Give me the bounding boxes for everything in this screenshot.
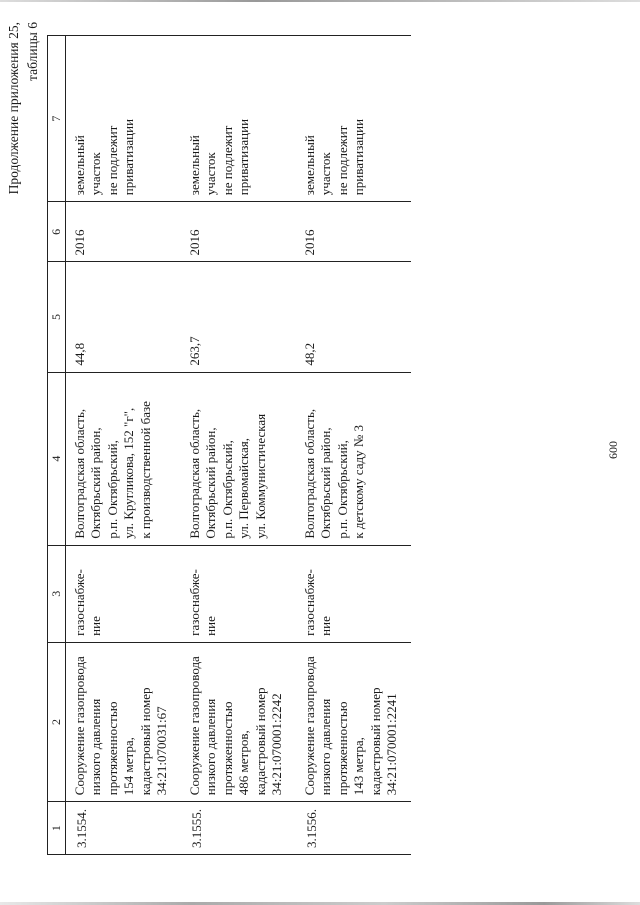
purpose-line: газоснабже- xyxy=(301,569,317,636)
object-note xyxy=(296,36,411,202)
address-line: Октябрьский район, xyxy=(88,427,103,539)
note-line: земельный xyxy=(186,135,202,196)
name-line: низкого давления xyxy=(203,698,218,796)
purpose-line: ние xyxy=(318,616,333,636)
note-line: приватизации xyxy=(236,118,251,196)
purpose-line: газоснабже- xyxy=(186,569,202,636)
name-line: 486 метров, xyxy=(236,730,251,796)
name-line: кадастровый номер xyxy=(252,687,268,796)
note-line: земельный xyxy=(71,135,87,196)
name-line: кадастровый номер xyxy=(137,687,153,796)
note-line: не подлежит xyxy=(219,125,235,196)
name-line: Сооружение газопровода xyxy=(186,656,202,796)
note-line: приватизации xyxy=(351,118,366,196)
object-note xyxy=(65,36,181,202)
address-line: к производственной базе xyxy=(137,401,153,539)
address-line: ул. Коммунистическая xyxy=(252,413,268,539)
header-col-5: 5 xyxy=(48,262,66,372)
address-line: Октябрьский район, xyxy=(203,427,218,539)
note-line: участок xyxy=(203,152,218,196)
address-line: Волгоградская область, xyxy=(186,408,202,539)
address-line: к детскому саду № 3 xyxy=(351,424,366,539)
header-col-7: 7 xyxy=(48,36,66,202)
header-col-4: 4 xyxy=(48,372,66,545)
object-purpose xyxy=(181,545,296,642)
purpose-line: газоснабже- xyxy=(71,569,87,636)
row-number: 3.1556. xyxy=(296,802,411,855)
table-row xyxy=(296,36,411,855)
object-address xyxy=(181,372,296,545)
object-name xyxy=(296,642,411,801)
object-address xyxy=(296,372,411,545)
object-address xyxy=(65,372,181,545)
name-line: протяженностью xyxy=(334,701,350,796)
name-line: 143 метра, xyxy=(351,737,366,796)
note-line: не подлежит xyxy=(104,125,120,196)
name-line: низкого давления xyxy=(318,698,333,796)
header-col-3: 3 xyxy=(48,545,66,642)
continuation-line-2: таблицы 6 xyxy=(25,22,40,81)
object-year: 2016 xyxy=(181,202,296,262)
continuation-note xyxy=(4,22,42,322)
object-value: 44,8 xyxy=(65,262,181,372)
continuation-line-1: Продолжение приложения 25, xyxy=(6,22,21,195)
note-line: земельный xyxy=(301,135,317,196)
row-number: 3.1554. xyxy=(65,802,181,855)
header-col-2: 2 xyxy=(48,642,66,801)
purpose-line: ние xyxy=(203,616,218,636)
header-col-6: 6 xyxy=(48,202,66,262)
address-line: Волгоградская область, xyxy=(301,408,317,539)
object-purpose xyxy=(296,545,411,642)
address-line: р.п. Октябрьский, xyxy=(219,440,235,539)
name-line: Сооружение газопровода xyxy=(301,656,317,796)
object-value: 48,2 xyxy=(296,262,411,372)
note-line: приватизации xyxy=(121,118,136,196)
header-row xyxy=(48,36,66,855)
name-line: Сооружение газопровода xyxy=(71,656,87,796)
address-line: р.п. Октябрьский, xyxy=(104,440,120,539)
note-line: участок xyxy=(318,152,333,196)
address-line: ул. Первомайская, xyxy=(236,438,251,539)
object-purpose xyxy=(65,545,181,642)
name-line: 154 метра, xyxy=(121,737,136,796)
name-line: низкого давления xyxy=(88,698,103,796)
name-line: кадастровый номер xyxy=(367,687,383,796)
address-line: Октябрьский район, xyxy=(318,427,333,539)
header-col-1: 1 xyxy=(48,802,66,855)
address-line: Волгоградская область, xyxy=(71,408,87,539)
object-name xyxy=(181,642,296,801)
page-number: 600 xyxy=(606,441,620,459)
note-line: участок xyxy=(88,152,103,196)
note-line: не подлежит xyxy=(334,125,350,196)
name-line: протяженностью xyxy=(219,701,235,796)
name-line: 34:21:070001:2242 xyxy=(269,693,284,796)
object-year: 2016 xyxy=(65,202,181,262)
row-number: 3.1555. xyxy=(181,802,296,855)
address-line: р.п. Октябрьский, xyxy=(334,440,350,539)
object-year: 2016 xyxy=(296,202,411,262)
name-line: 34:21:070001:2241 xyxy=(384,693,399,796)
property-table xyxy=(47,35,411,855)
object-name xyxy=(65,642,181,801)
object-note xyxy=(181,36,296,202)
table-row xyxy=(181,36,296,855)
object-value: 263,7 xyxy=(181,262,296,372)
purpose-line: ние xyxy=(88,616,103,636)
address-line: ул. Кругликова, 152 "г", xyxy=(121,407,136,539)
name-line: протяженностью xyxy=(104,701,120,796)
table-row xyxy=(65,36,181,855)
name-line: 34:21:070031:67 xyxy=(154,706,169,796)
